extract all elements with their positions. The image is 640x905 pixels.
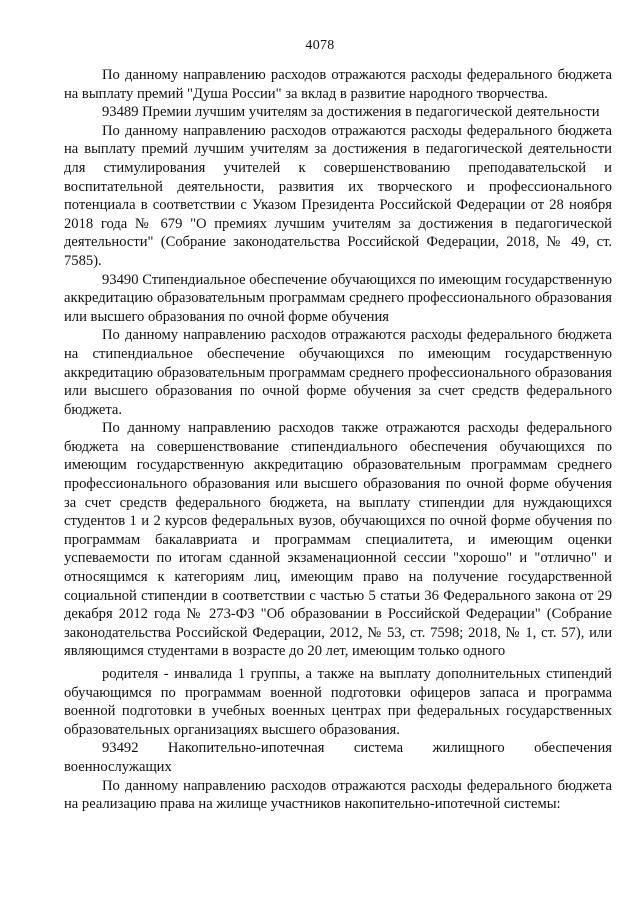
section-heading-93489: 93489 Премии лучшим учителям за достижения в педагогической деятельности bbox=[102, 104, 600, 121]
paragraph-stipend-continued: родителя - инвалида 1 группы, а также на выплату дополнительных стипендий обучающимся по программам военной подготовки офицеров запаса и программа военной подготовки в учебных военных центрах при федеральных государственных образовательных организациях высшего образования. bbox=[64, 666, 612, 738]
section-heading-93492: 93492 Накопительно-ипотечная система жилищного обеспечения военнослужащих bbox=[64, 740, 612, 775]
paragraph-stipend-improvement: По данному направлению расходов также отражаются расходы федерального бюджета на совершенствование стипендиального обеспечения обучающихся по имеющим государственную аккредитацию образовательным программам среднего профессионального образования или высшего образования по очной форме обучения за счет средств федерального бюджета, на выплату стипендии для нуждающихся студентов 1 и 2 курсов федеральных вузов, обучающихся по очной форме обучения по программам бакалавриата и программам специалитета, и имеющим оценки успеваемости по итогам сданной экзаменационной сессии "хорошо" и "отлично" и относящимся к категориям лиц, имеющим право на получение государственной социальной стипендии в соответствии с частью 5 статьи 36 Федерального закона от 29 декабря 2012 года № 273-ФЗ "Об образовании в Российской Федерации" (Собрание законодательства Российской Федерации, 2012, № 53, ст. 7598; 2018, № 1, ст. 57), или являющимся студентами в возрасте до 20 лет, имеющим только одного bbox=[64, 420, 612, 660]
document-body bbox=[64, 66, 612, 814]
paragraph-stipend-base: По данному направлению расходов отражаются расходы федерального бюджета на стипендиальное обеспечение обучающихся по имеющим государственную аккредитацию образовательным программам среднего профессионального образования или высшего образования по очной форме обучения за счет средств федерального бюджета. bbox=[64, 327, 612, 418]
section-heading-93490: 93490 Стипендиальное обеспечение обучающихся по имеющим государственную аккредитацию образовательным программам среднего профессионального образования или высшего образования по очной форме обучения bbox=[64, 271, 612, 325]
paragraph-mortgage-system: По данному направлению расходов отражаются расходы федерального бюджета на реализацию права на жилище участников накопительно-ипотечной системы: bbox=[64, 777, 612, 813]
paragraph-dusha-rossii: По данному направлению расходов отражаются расходы федерального бюджета на выплату премий "Душа России" за вклад в развитие народного творчества. bbox=[64, 67, 612, 102]
paragraph-teacher-awards: По данному направлению расходов отражаются расходы федерального бюджета на выплату премий лучшим учителям за достижения в педагогической деятельности для стимулирования учителей к совершенствованию преподавательской и воспитательной деятельности, развития их творческого и профессионального потенциала в соответствии с Указом Президента Российской Федерации от 28 ноября 2018 года № 679 "О премиях лучшим учителям за достижения в педагогической деятельности" (Собрание законодательства Российской Федерации, 2018, № 49, ст. 7585). bbox=[64, 122, 612, 269]
page-number: 4078 bbox=[305, 38, 335, 53]
